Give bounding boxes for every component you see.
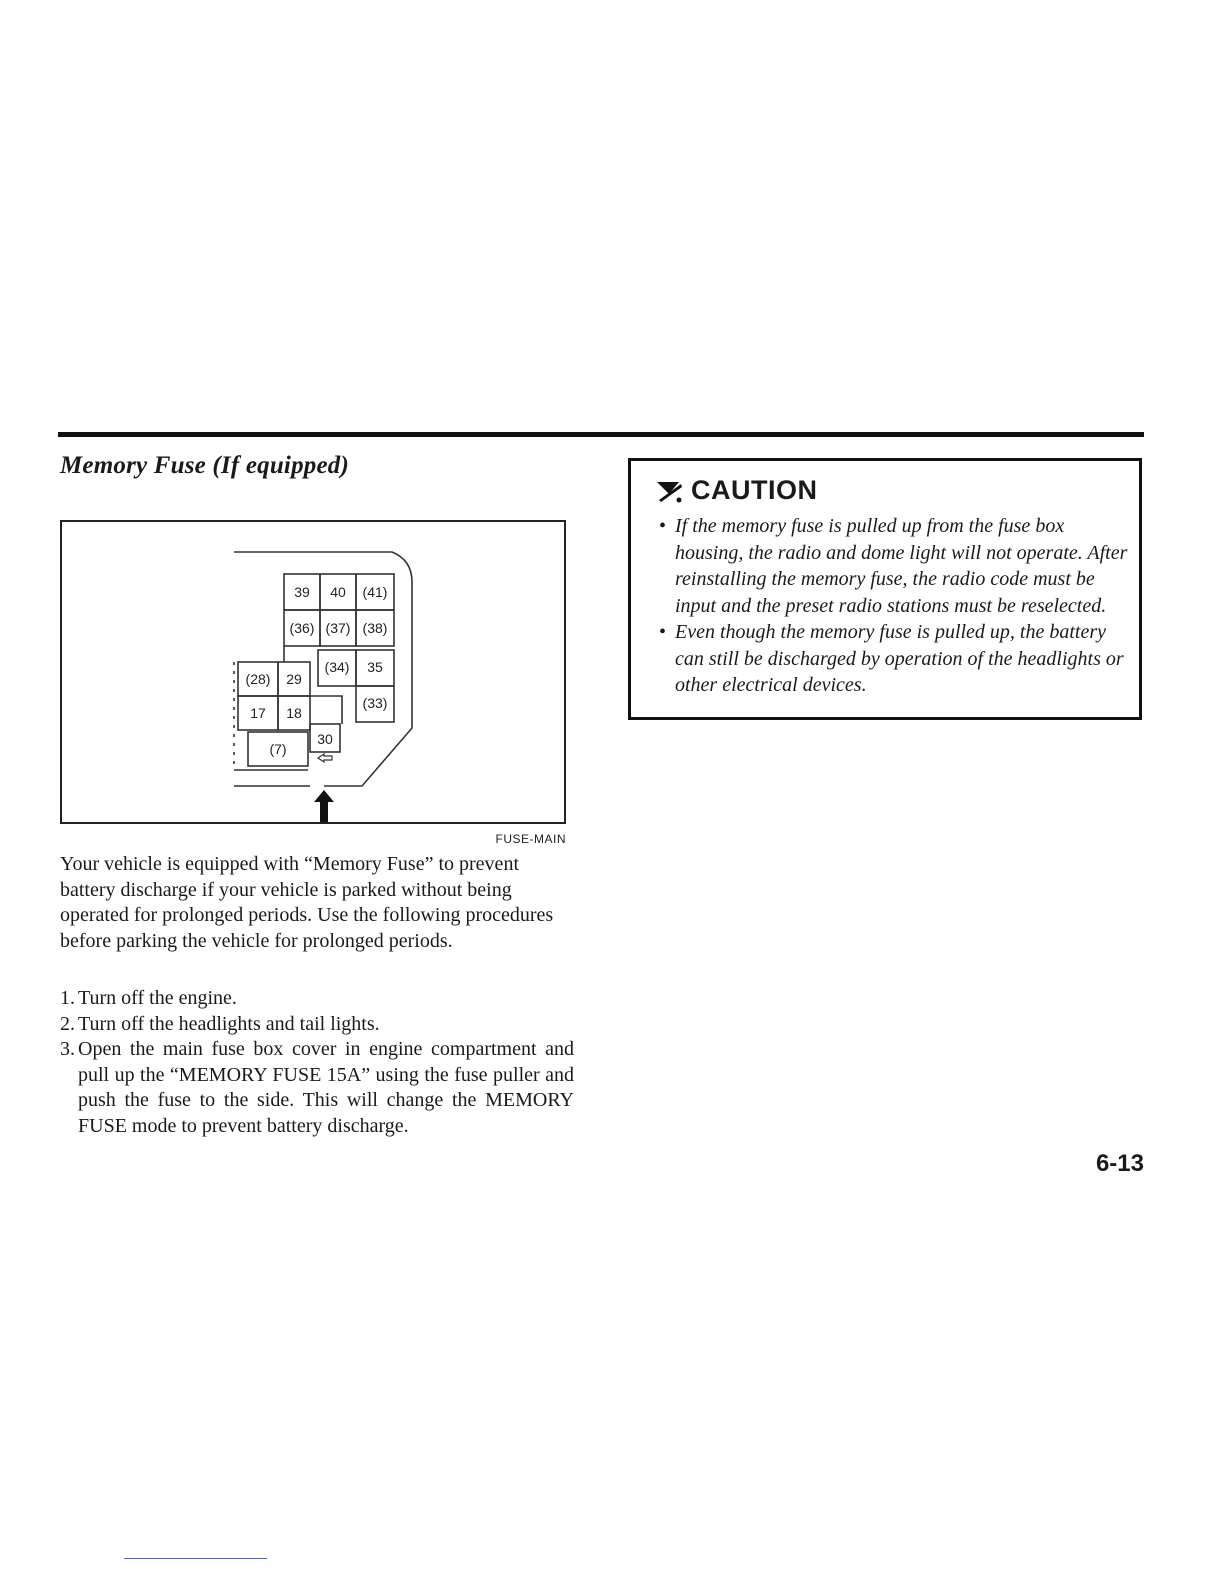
fuse-box-figure xyxy=(60,520,566,824)
procedure-steps xyxy=(60,986,574,1139)
list-item: • Even though the memory fuse is pulled up, the battery can still be discharged by operation of the headlights or other electrical devices. xyxy=(659,619,1129,699)
fuse-label: 18 xyxy=(286,705,302,721)
top-rule xyxy=(58,432,1144,437)
step-number: 3. xyxy=(60,1038,75,1060)
fuse-label: (41) xyxy=(362,584,388,600)
intro-paragraph: Your vehicle is equipped with “Memory Fuse” to prevent battery discharge if your vehicle is parked without being operated for prolonged periods. Use the following procedures before parking the vehicle for prolonged periods. xyxy=(60,853,554,952)
fuse-label: 30 xyxy=(317,731,333,747)
fuse-label: (37) xyxy=(325,620,351,636)
pointer-arrow-icon xyxy=(314,790,334,822)
caution-box xyxy=(628,458,1142,720)
list-item xyxy=(60,1037,574,1139)
fuse-label: (38) xyxy=(362,620,388,636)
page-number: 6-13 xyxy=(1095,1150,1144,1177)
list-item xyxy=(60,1012,574,1038)
step-number: 2. xyxy=(60,1012,75,1035)
section-title: Memory Fuse (If equipped) xyxy=(60,452,349,479)
fuse-box-diagram xyxy=(62,522,568,826)
fuse-label: (28) xyxy=(245,671,271,687)
step-text: Turn off the headlights and tail lights. xyxy=(78,1012,380,1035)
fuse-label: 35 xyxy=(367,659,383,675)
small-arrow-icon xyxy=(318,754,332,762)
bottom-link-underline xyxy=(124,1558,267,1559)
step-text: Open the main fuse box cover in engine compartment and pull up the “MEMORY FUSE 15A” using the fuse puller and push the fuse to the side. This will change the MEMORY FUSE mode to prevent battery discharge. xyxy=(78,1038,574,1137)
list-item xyxy=(60,986,574,1012)
caution-list xyxy=(659,513,1129,699)
fuse-label: (33) xyxy=(362,695,388,711)
caution-header xyxy=(655,475,818,506)
fuse-label: (36) xyxy=(289,620,315,636)
caution-icon xyxy=(655,478,685,504)
fuse-label: (7) xyxy=(269,741,287,757)
fuse-label: 40 xyxy=(330,584,346,600)
figure-caption: FUSE-MAIN xyxy=(495,832,566,846)
fuse-label: (34) xyxy=(324,659,350,675)
fuse-label: 17 xyxy=(250,705,266,721)
fuse-label: 39 xyxy=(294,584,310,600)
list-item: • If the memory fuse is pulled up from the fuse box housing, the radio and dome light will not operate. After reinstalling the memory fuse, the radio code must be input and the preset radio stations must be reselected. xyxy=(659,513,1129,619)
caution-title: CAUTION xyxy=(691,475,818,505)
fuse-label: 29 xyxy=(286,671,302,687)
step-number: 1. xyxy=(60,987,75,1009)
slot-connector xyxy=(310,696,342,724)
step-text: Turn off the engine. xyxy=(78,987,237,1009)
